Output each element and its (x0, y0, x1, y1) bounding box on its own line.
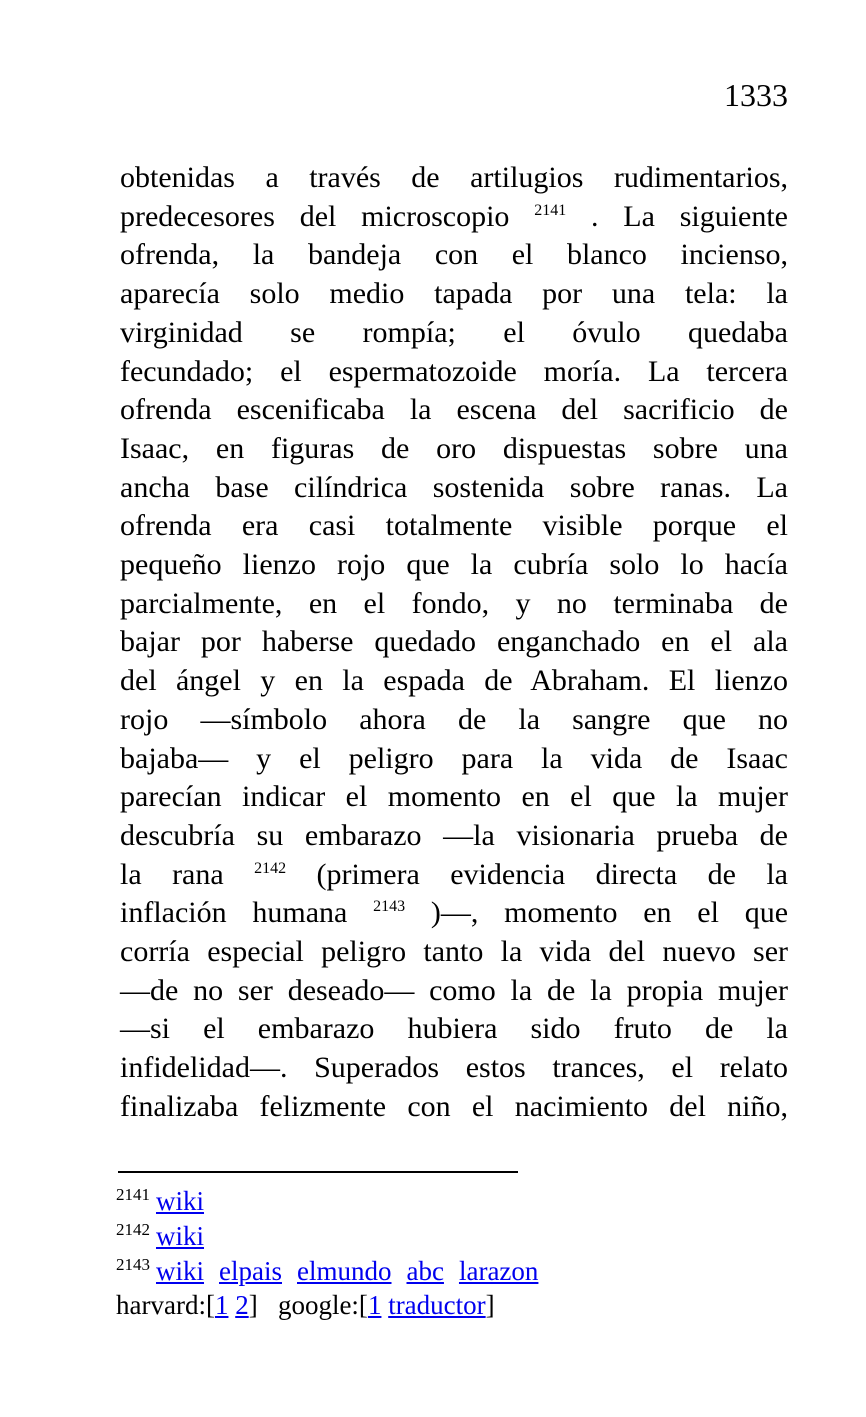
body-line: infidelidad—. Superados estos trances, el relato (120, 1051, 788, 1085)
body-line: corría especial peligro tanto la vida del nuevo ser (120, 935, 788, 969)
source-link-1[interactable]: 1 (367, 1290, 382, 1320)
source-text: ] (485, 1290, 495, 1320)
footnote-link-larazon[interactable]: larazon (458, 1256, 539, 1286)
footnote-link-elmundo[interactable]: elmundo (297, 1256, 392, 1286)
footnote-row (116, 1219, 816, 1254)
body-line: aparecía solo medio tapada por una tela: la (120, 277, 788, 311)
body-line: finalizaba felizmente con el nacimiento del niño, (120, 1089, 788, 1123)
source-text: harvard:[ (116, 1290, 215, 1320)
footnote-row (116, 1184, 816, 1219)
body-line: bajaba— y el peligro para la vida de Isaac (120, 741, 788, 775)
body-line: ofrenda era casi totalmente visible porque el (120, 509, 788, 543)
source-text: ] google:[ (248, 1290, 368, 1320)
page-number: 1333 (724, 77, 788, 113)
footnote-row (116, 1254, 816, 1289)
body-line: fecundado; el espermatozoide moría. La tercera (120, 354, 788, 388)
body-line: parcialmente, en el fondo, y no terminaba de (120, 586, 788, 620)
body-line: obtenidas a través de artilugios rudimentarios, (120, 161, 788, 194)
body-line: bajar por haberse quedado enganchado en el ala (120, 625, 788, 659)
footnote-number: 2142 (116, 1220, 150, 1239)
footnote-number: 2141 (116, 1185, 150, 1204)
body-line: descubría su embarazo —la visionaria prueba de (120, 818, 788, 852)
body-text (120, 159, 788, 1127)
body-line: —si el embarazo hubiera sido fruto de la (120, 1012, 788, 1046)
footnote-ref: 2141 (534, 201, 567, 219)
body-line: ancha base cilíndrica sostenida sobre ranas. La (120, 470, 788, 504)
source-link-1[interactable]: 1 (214, 1290, 229, 1320)
footnote-link-abc[interactable]: abc (406, 1256, 444, 1286)
source-link-2[interactable]: 2 (235, 1290, 249, 1320)
footnote-ref: 2142 (254, 859, 287, 877)
body-line: —de no ser deseado— como la de la propia mujer (120, 973, 788, 1007)
body-line: la rana $^{2142}$ (primera evidencia directa de la (120, 857, 788, 891)
footnote-number: 2143 (116, 1255, 150, 1274)
body-line: predecesores del microscopio $^{2141}$ . La siguiente (120, 199, 788, 233)
body-line: parecían indicar el momento en el que la mujer (120, 780, 788, 814)
body-line: pequeño lienzo rojo que la cubría solo lo hacía (120, 548, 788, 582)
footnotes (116, 1184, 816, 1318)
body-line: rojo —símbolo ahora de la sangre que no (120, 702, 788, 736)
footnote-separator (118, 1171, 518, 1173)
footnote-link-elpais[interactable]: elpais (219, 1256, 282, 1286)
footnote-link-wiki[interactable]: wiki (156, 1186, 205, 1216)
footnote-link-wiki[interactable]: wiki (156, 1221, 205, 1251)
body-line: inflación humana $^{2143}$ )—, momento en el que (120, 896, 789, 930)
body-line: del ángel y en la espada de Abraham. El lienzo (120, 664, 788, 698)
footnote-sources-line (116, 1292, 816, 1318)
body-line: ofrenda, la bandeja con el blanco incienso, (120, 238, 788, 272)
body-line: Isaac, en figuras de oro dispuestas sobre una (120, 431, 788, 465)
footnote-link-wiki[interactable]: wiki (156, 1256, 205, 1286)
footnote-ref: 2143 (373, 898, 406, 916)
source-link-traductor[interactable]: traductor (388, 1290, 486, 1320)
body-line: virginidad se rompía; el óvulo quedaba (120, 315, 788, 349)
body-line: ofrenda escenificaba la escena del sacrificio de (120, 393, 788, 427)
